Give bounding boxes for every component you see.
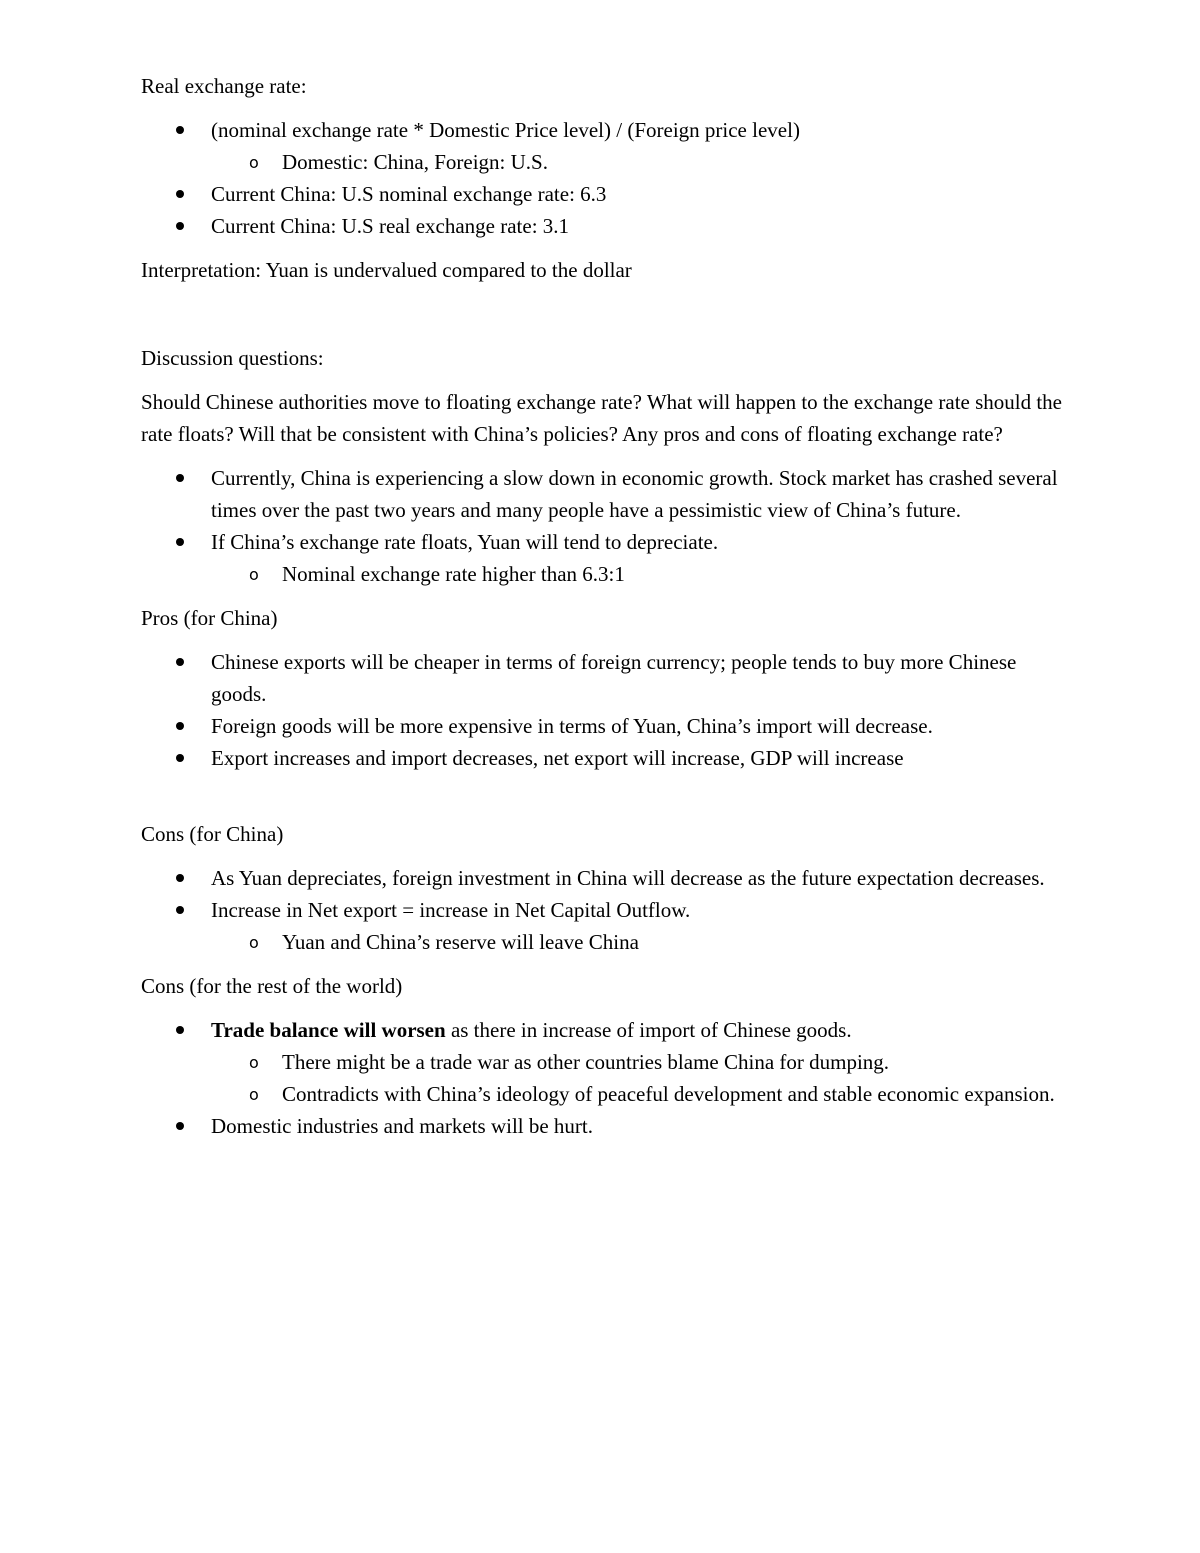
bullet-icon [176, 538, 184, 546]
circle-bullet-icon: o [249, 565, 259, 584]
interpretation-text: Interpretation: Yuan is undervalued compared to the dollar [141, 258, 632, 282]
real-exchange-list [141, 114, 1066, 242]
bullet-icon [176, 722, 184, 730]
list-item: Increase in Net export = increase in Net Capital Outflow. [141, 894, 1066, 926]
list-item: Trade balance will worsen as there in increase of import of Chinese goods. [141, 1014, 1066, 1046]
discussion-question: Should Chinese authorities move to floating exchange rate? What will happen to the exchange rate should the rate floats? Will that be consistent with China’s policies? Any pros and cons of floating exchange rate? [141, 390, 1063, 446]
discussion-heading: Discussion questions: [141, 346, 324, 370]
list-item: As Yuan depreciates, foreign investment in China will decrease as the future expectation decreases. [141, 862, 1066, 894]
bullet-icon [176, 874, 184, 882]
bold-phrase: Trade balance will worsen [211, 1018, 446, 1042]
sub-list-item: o There might be a trade war as other countries blame China for dumping. [249, 1050, 890, 1074]
bullet-icon [176, 1026, 184, 1034]
list-item: Current China: U.S real exchange rate: 3.1 [141, 210, 1066, 242]
list-item: Current China: U.S nominal exchange rate: 6.3 [141, 178, 1066, 210]
bullet-icon [176, 1122, 184, 1130]
bullet-icon [176, 126, 184, 134]
circle-bullet-icon: o [249, 153, 259, 172]
sub-list-item: o Contradicts with China’s ideology of peaceful development and stable economic expansion. [249, 1082, 1055, 1106]
sub-list-item: o Yuan and China’s reserve will leave China [249, 930, 639, 954]
discussion-list [141, 462, 1066, 590]
list-item: If China’s exchange rate floats, Yuan will tend to depreciate. [141, 526, 1066, 558]
bullet-icon [176, 222, 184, 230]
cons-world-heading: Cons (for the rest of the world) [141, 974, 403, 998]
circle-bullet-icon: o [249, 1085, 259, 1104]
bullet-icon [176, 474, 184, 482]
list-item: (nominal exchange rate * Domestic Price level) / (Foreign price level) [141, 114, 1066, 146]
bullet-icon [176, 190, 184, 198]
cons-world-list [141, 1014, 1066, 1142]
sub-list-item: o Nominal exchange rate higher than 6.3:1 [249, 562, 625, 586]
cons-china-heading: Cons (for China) [141, 822, 284, 846]
pros-heading: Pros (for China) [141, 606, 278, 630]
bullet-icon [176, 754, 184, 762]
real-exchange-heading: Real exchange rate: [141, 74, 307, 98]
cons-china-list [141, 862, 1066, 958]
list-item: Currently, China is experiencing a slow down in economic growth. Stock market has crashed several times over the past two years and many people have a pessimistic view of China’s future. [141, 462, 1066, 526]
sub-list-item: o Domestic: China, Foreign: U.S. [249, 150, 548, 174]
list-item: Foreign goods will be more expensive in terms of Yuan, China’s import will decrease. [141, 710, 1066, 742]
document-page [141, 70, 1066, 1142]
bullet-icon [176, 658, 184, 666]
pros-list [141, 646, 1066, 774]
list-item: Chinese exports will be cheaper in terms of foreign currency; people tends to buy more Chinese goods. [141, 646, 1066, 710]
bullet-icon [176, 906, 184, 914]
circle-bullet-icon: o [249, 933, 259, 952]
circle-bullet-icon: o [249, 1053, 259, 1072]
list-item: Export increases and import decreases, net export will increase, GDP will increase [141, 742, 1066, 774]
list-item: Domestic industries and markets will be hurt. [141, 1110, 1066, 1142]
